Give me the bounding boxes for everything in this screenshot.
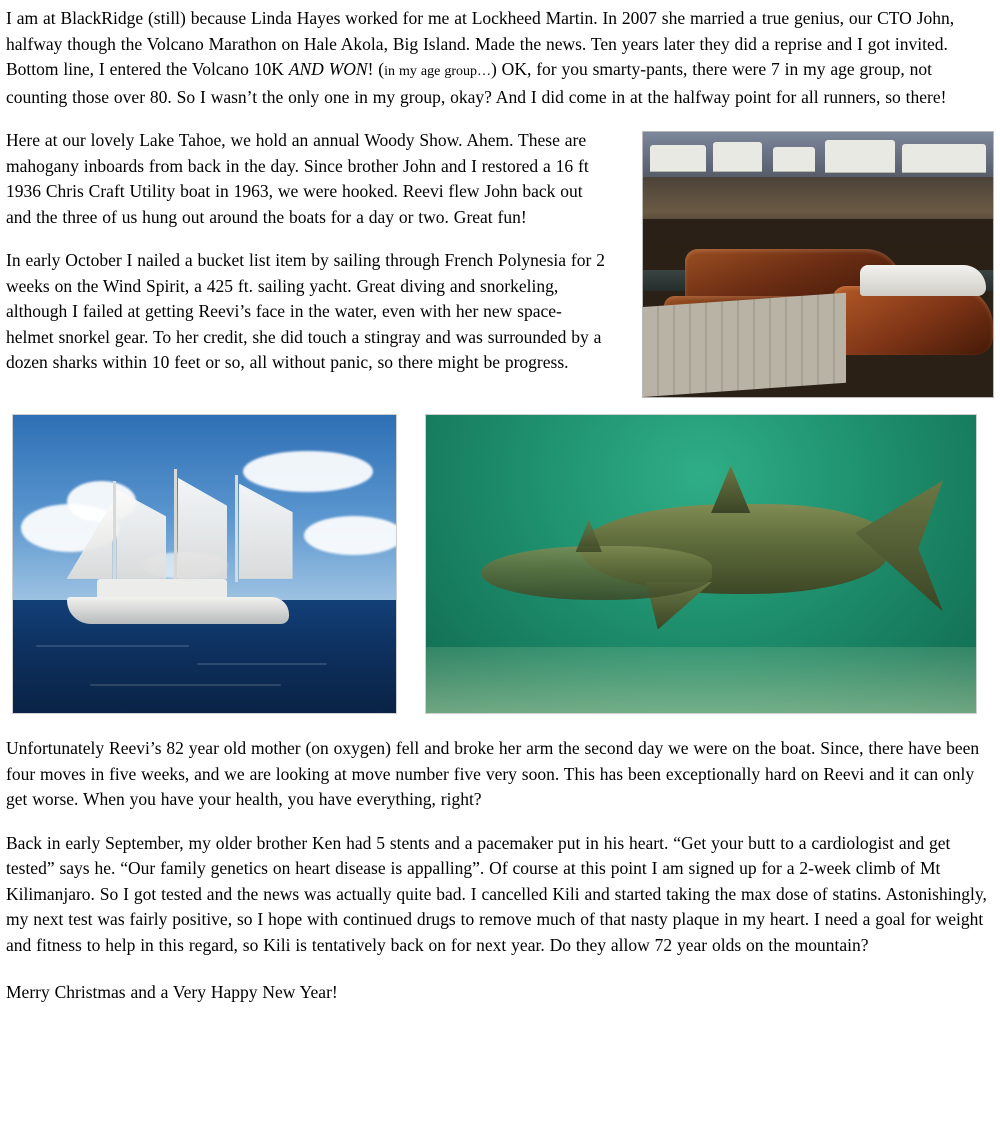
boat-section bbox=[6, 128, 994, 404]
photo-row bbox=[6, 414, 994, 714]
cloud-shape bbox=[243, 451, 373, 493]
paragraph-1 bbox=[6, 6, 994, 110]
paragraph-1-text: I am at BlackRidge (still) because Linda Hayes worked for me at Lockheed Martin. In 2007 she married a true genius, our CTO John, halfway though the Volcano Marathon on Hale Akola, Big Island. Made the news. Ten years later they did a reprise and I got invited. Bottom line, I entered the Volcano 10K bbox=[6, 8, 955, 79]
paragraph-3: In early October I nailed a bucket list item by sailing through French Polynesia for 2 weeks on the Wind Spirit, a 425 ft. sailing yacht. Great diving and snorkeling, although I failed at getting Reevi’s face in the water, even with her new space-helmet snorkel gear. To her credit, she did touch a stingray and was surrounded by a dozen sharks within 10 feet or so, all without panic, so there might be progress. bbox=[6, 250, 605, 372]
mast-shape bbox=[235, 475, 238, 582]
paragraph-1-italic: AND WON bbox=[288, 59, 368, 79]
tent-shape bbox=[773, 147, 815, 171]
dock-planks bbox=[643, 293, 846, 397]
paragraph-1-tail-a: ! ( bbox=[367, 59, 385, 79]
paragraph-2: Here at our lovely Lake Tahoe, we hold an annual Woody Show. Ahem. These are mahogany inboards from back in the day. Since brother John and I restored a 16 ft 1936 Chris Craft Utility boat in 1963, we were hooked. Reevi flew John back out and the three of us hung out around the boats for a day or two. Great fun! bbox=[6, 130, 589, 227]
tent-shape bbox=[902, 144, 986, 172]
ship-hull bbox=[67, 597, 289, 624]
shark-image-sand bbox=[426, 647, 976, 713]
cloud-shape bbox=[304, 516, 397, 555]
paragraph-1-tail-b: ) OK, for you smarty-pants, there were 7 in my age group, not counting those over 80. So I wasn’t the only one in my group, okay? And I did come in at the halfway point for all runners, so there! bbox=[6, 59, 947, 107]
boat-image-tents bbox=[643, 137, 993, 174]
sea-glint bbox=[90, 684, 282, 686]
shark-shape-back bbox=[481, 546, 712, 600]
mahogany-boat-shape bbox=[832, 286, 993, 355]
mast-shape bbox=[174, 469, 177, 582]
tent-shape bbox=[825, 140, 895, 172]
paragraph-5: Back in early September, my older brother Ken had 5 stents and a pacemaker put in his heart. “Get your butt to a cardiologist and get tested” says he. “Our family genetics on heart disease is appalling”. Of course at this point I am signed up for a 2-week climb of Mt Kilimanjaro. So I got tested and the news was actually quite bad. I cancelled Kili and started taking the max dose of statins. Astonishingly, my next test was fairly positive, so I hope with continued drugs to remove much of that nasty plaque in my heart. I need a goal for weight and fitness to help in this regard, so Kili is tentatively back on for next year. Do they allow 72 year olds on the mountain? bbox=[6, 832, 987, 955]
boat-image-shadow-band bbox=[643, 219, 993, 243]
image-reef-sharks bbox=[425, 414, 977, 714]
paragraph-4: Unfortunately Reevi’s 82 year old mother (on oxygen) fell and broke her arm the second day we were on the boat. Since, there have been four moves in five weeks, and we are looking at move number five very soon. This has been exceptionally hard on Reevi and it can only get worse. When you have your health, you have everything, right? bbox=[6, 738, 980, 809]
tent-shape bbox=[650, 145, 706, 171]
mast-shape bbox=[113, 481, 116, 582]
image-woody-boats bbox=[642, 131, 994, 398]
white-hull-shape bbox=[860, 265, 986, 297]
tent-shape bbox=[713, 142, 762, 171]
paragraph-6-closing: Merry Christmas and a Very Happy New Year! bbox=[6, 982, 338, 1002]
image-wind-spirit bbox=[12, 414, 397, 714]
paragraph-1-parenthetical: in my age group… bbox=[384, 64, 491, 79]
